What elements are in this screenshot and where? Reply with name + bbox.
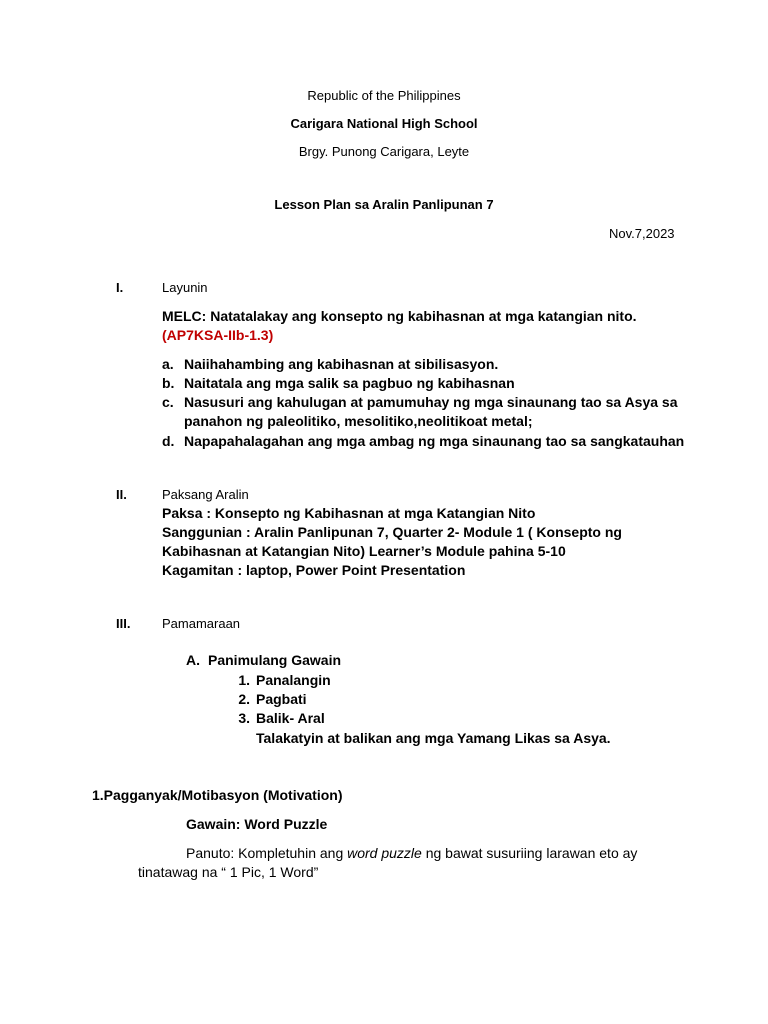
objective-text: Nasusuri ang kahulugan at pamumuhay ng mga sinaunang tao sa Asya sa <box>184 394 678 410</box>
motivation-heading: 1.Pagganyak/Motibasyon (Motivation) <box>92 787 343 803</box>
objective-label: c. <box>162 394 174 410</box>
instruction-text: Panuto: Kompletuhin ang <box>186 845 348 861</box>
section-3-heading: Pamamaraan <box>162 616 241 631</box>
section-3-numeral: III. <box>116 616 131 631</box>
step-item <box>228 672 331 688</box>
lesson-title: Lesson Plan sa Aralin Panlipunan 7 <box>274 197 494 212</box>
school-address: Brgy. Punong Carigara, Leyte <box>298 144 470 159</box>
objective-item <box>162 375 515 391</box>
objective-item <box>162 356 498 372</box>
materials-line: Kagamitan : laptop, Power Point Presentation <box>162 562 466 578</box>
instruction-line <box>186 845 637 861</box>
objective-label: a. <box>162 356 174 372</box>
step-number: 2. <box>238 691 250 707</box>
reference-line-continued: Kabihasnan at Katangian Nito) Learner’s Module pahina 5-10 <box>162 543 566 559</box>
section-1-heading: Layunin <box>162 280 208 295</box>
melc-statement: MELC: Natatalakay ang konsepto ng kabihasnan at mga katangian nito. <box>162 308 637 324</box>
activity-title: Gawain: Word Puzzle <box>186 816 328 832</box>
instruction-line-continued: tinatawag na “ 1 Pic, 1 Word” <box>138 864 319 880</box>
subsection-label: A. <box>186 652 200 668</box>
instruction-text-end: ng bawat susuriing larawan eto ay <box>421 845 638 861</box>
section-2-numeral: II. <box>116 487 127 502</box>
step-note: Talakatyin at balikan ang mga Yamang Likas sa Asya. <box>256 730 611 746</box>
objective-item <box>162 394 678 410</box>
objective-text: Naiihahambing ang kabihasnan at sibilisasyon. <box>184 356 499 372</box>
objective-text-continued: panahon ng paleolitiko, mesolitiko,neolitikoat metal; <box>184 413 533 429</box>
section-1-numeral: I. <box>116 280 124 295</box>
instruction-emphasis: word puzzle <box>347 845 422 861</box>
objective-text: Napapahalagahan ang mga ambag ng mga sinaunang tao sa sangkatauhan <box>184 433 685 449</box>
section-2-heading: Paksang Aralin <box>162 487 249 502</box>
objective-text: Naitatala ang mga salik sa pagbuo ng kabihasnan <box>184 375 515 391</box>
step-number: 3. <box>238 710 250 726</box>
objective-label: d. <box>162 433 175 449</box>
subsection-a <box>186 652 341 668</box>
step-text: Panalangin <box>256 672 331 688</box>
step-item <box>228 710 325 726</box>
subsection-heading: Panimulang Gawain <box>208 652 342 668</box>
republic-line: Republic of the Philippines <box>307 88 461 103</box>
step-number: 1. <box>238 672 250 688</box>
lesson-date: Nov.7,2023 <box>609 226 675 241</box>
step-item <box>228 691 307 707</box>
step-text: Balik- Aral <box>256 710 325 726</box>
melc-code: (AP7KSA-IIb-1.3) <box>162 327 274 343</box>
step-text: Pagbati <box>256 691 307 707</box>
reference-line: Sanggunian : Aralin Panlipunan 7, Quarter 2- Module 1 ( Konsepto ng <box>162 524 622 540</box>
topic-line: Paksa : Konsepto ng Kabihasnan at mga Katangian Nito <box>162 505 536 521</box>
school-name: Carigara National High School <box>290 116 478 131</box>
objective-label: b. <box>162 375 175 391</box>
objective-item <box>162 433 684 449</box>
